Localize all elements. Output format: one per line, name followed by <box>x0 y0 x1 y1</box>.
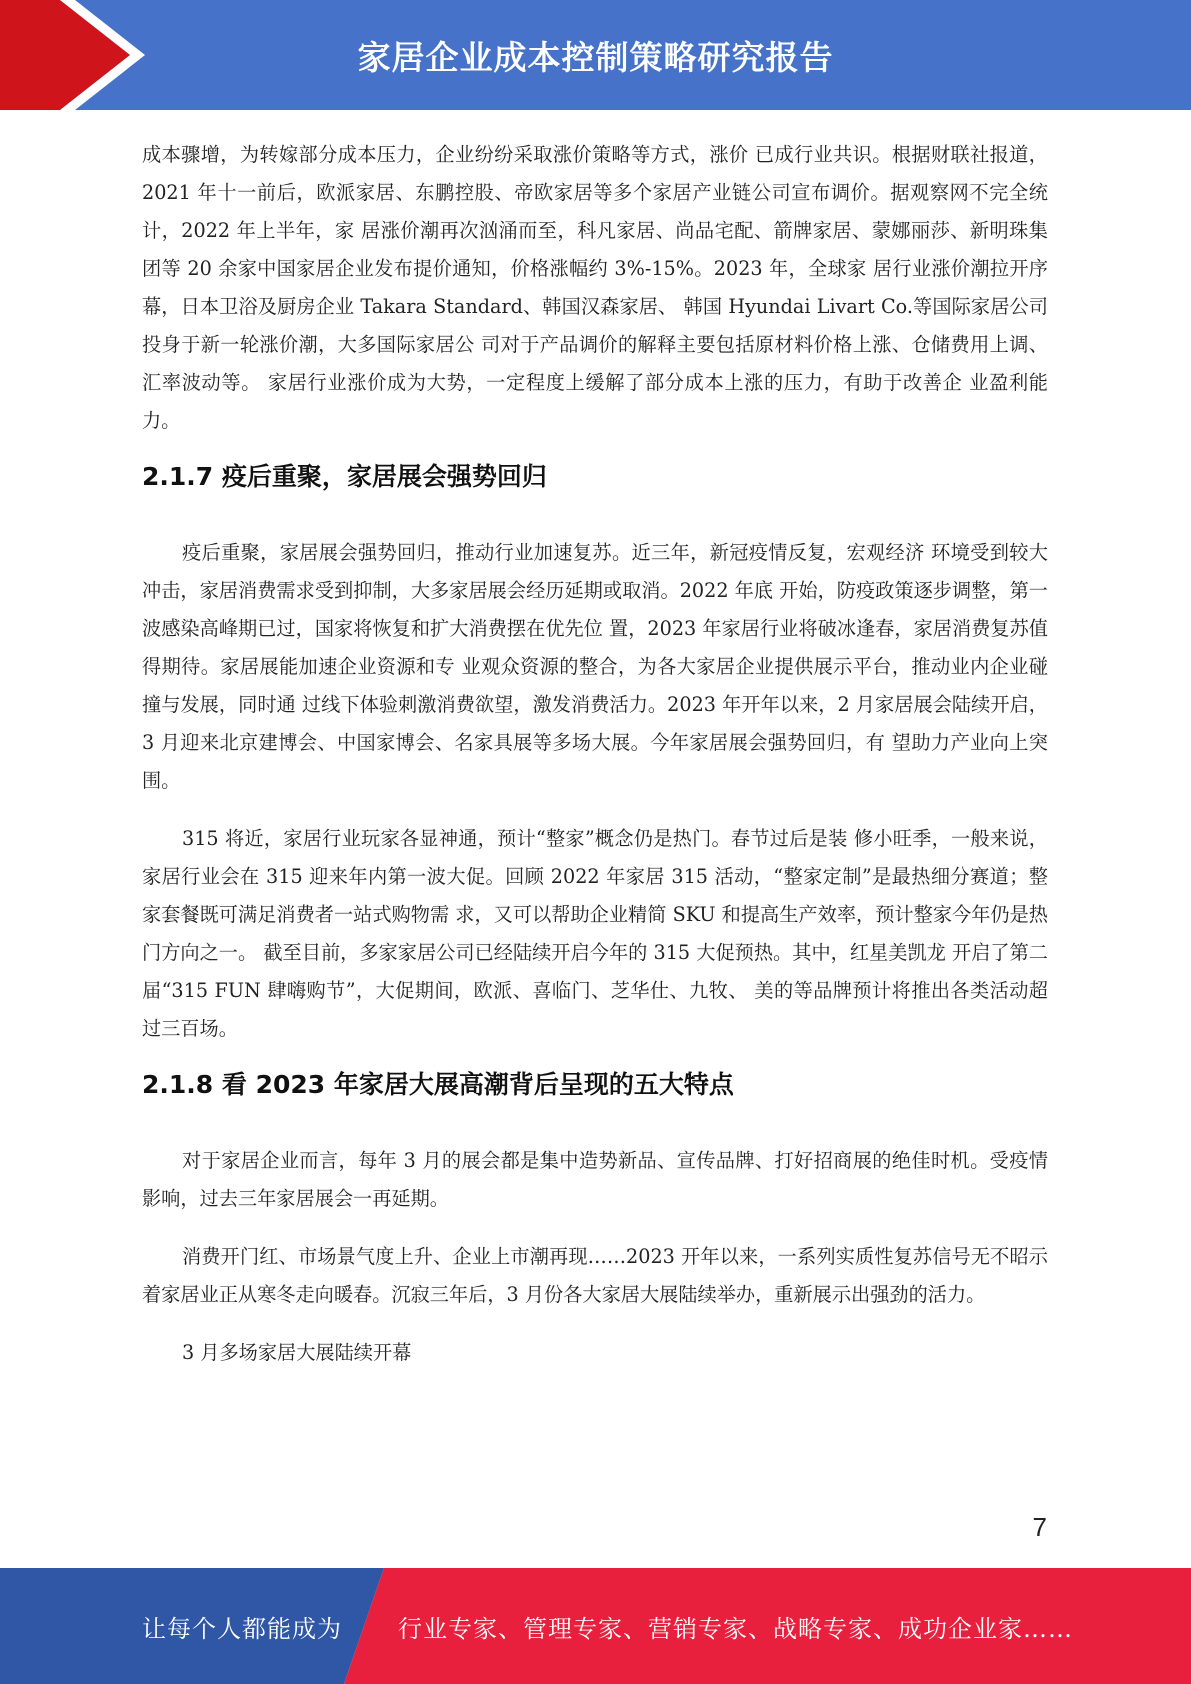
report-title: 家居企业成本控制策略研究报告 <box>357 37 834 77</box>
paragraph-cost-increase: 成本骤增，为转嫁部分成本压力，企业纷纷采取涨价策略等方式，涨价 已成行业共识。根据财联社报道，2021 年十一前后，欧派家居、东鹏控股、帝欧家居等多个家居产业链公司宣布调价。据观察网不完全统计，2022 年上半年，家 居涨价潮再次汹涌而至，科凡家居、尚品宅配、箭牌家居、蒙娜丽莎、新明珠集 团等 20 余家中国家居企业发布提价通知，价格涨幅约 3%-15%。2023 年，全球家 居行业涨价潮拉开序幕，日本卫浴及厨房企业 Takara Standard、韩国汉森家居、 韩国 Hyundai Livart Co.等国际家居公司投身于新一轮涨价潮，大多国际家居公 司对于产品调价的解释主要包括原材料价格上涨、仓储费用上调、汇率波动等。 家居行业涨价成为大势，一定程度上缓解了部分成本上涨的压力，有助于改善企 业盈利能力。 <box>142 143 1048 432</box>
page-content <box>142 136 1048 1372</box>
paragraph-315-promotion: 315 将近，家居行业玩家各显神通，预计“整家”概念仍是热门。春节过后是装 修小旺季，一般来说，家居行业会在 315 迎来年内第一波大促。回顾 2022 年家居 315 活动，“整家定制”是最热细分赛道；整家套餐既可满足消费者一站式购物需 求，又可以帮助企业精简 SKU 和提高生产效率，预计整家今年仍是热门方向之一。 截至目前，多家家居公司已经陆续开启今年的 315 大促预热。其中，红星美凯龙 开启了第二届“315 FUN 肆嗨购节”，大促期间，欧派、喜临门、芝华仕、九牧、 美的等品牌预计将推出各类活动超过三百场。 <box>142 827 1048 1040</box>
section-heading-2-1-8: 2.1.8 看 2023 年家居大展高潮背后呈现的五大特点 <box>142 1070 734 1099</box>
paragraph-recovery-signals: 消费开门红、市场景气度上升、企业上市潮再现……2023 开年以来，一系列实质性复苏信号无不昭示着家居业正从寒冬走向暖春。沉寂三年后，3 月份各大家居大展陆续举办，重新展示出强劲的活力。 <box>142 1245 1048 1306</box>
page-header <box>0 0 1191 110</box>
footer-slogan-left: 让每个人都能成为 <box>142 1614 342 1643</box>
paragraph-expo-return: 疫后重聚，家居展会强势回归，推动行业加速复苏。近三年，新冠疫情反复，宏观经济 环境受到较大冲击，家居消费需求受到抑制，大多家居展会经历延期或取消。2022 年底 开始，防疫政策逐步调整，第一波感染高峰期已过，国家将恢复和扩大消费摆在优先位 置，2023 年家居行业将破冰逢春，家居消费复苏值得期待。家居展能加速企业资源和专 业观众资源的整合，为各大家居企业提供展示平台，推动业内企业碰撞与发展，同时通 过线下体验刺激消费欲望，激发消费活力。2023 年开年以来，2 月家居展会陆续开启， 3 月迎来北京建博会、中国家博会、名家具展等多场大展。今年家居展会强势回归，有 望助力产业向上突围。 <box>142 541 1048 792</box>
paragraph-march-expo: 对于家居企业而言，每年 3 月的展会都是集中造势新品、宣传品牌、打好招商展的绝佳时机。受疫情影响，过去三年家居展会一再延期。 <box>142 1149 1048 1210</box>
footer-slogan-right: 行业专家、管理专家、营销专家、战略专家、成功企业家…… <box>398 1614 1073 1643</box>
page-footer <box>0 1568 1191 1684</box>
paragraph-march-openings: 3 月多场家居大展陆续开幕 <box>182 1341 412 1364</box>
page-number: 7 <box>1032 1512 1047 1542</box>
section-heading-2-1-7: 2.1.7 疫后重聚，家居展会强势回归 <box>142 462 547 491</box>
header-arrow-decoration <box>0 0 150 110</box>
